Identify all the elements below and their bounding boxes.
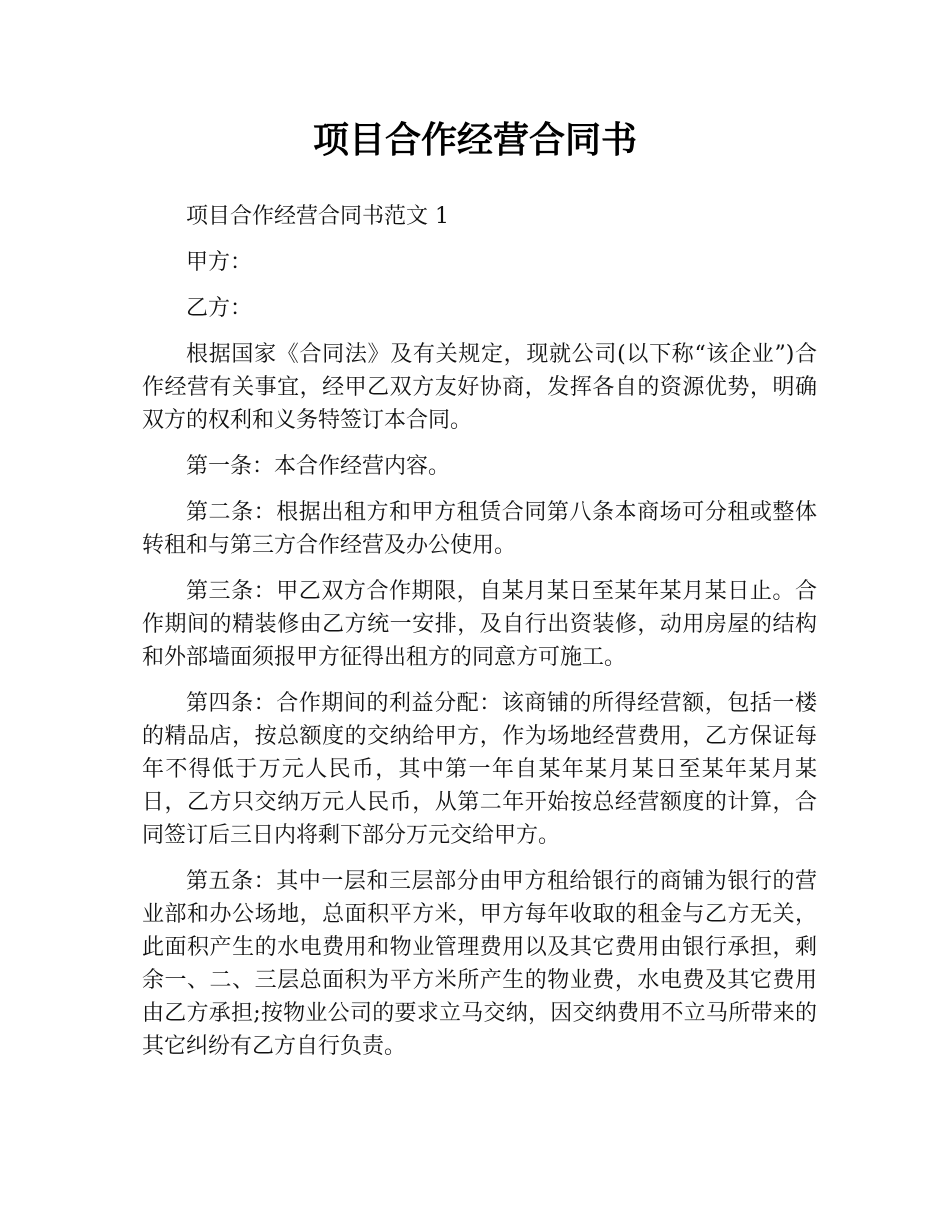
paragraph-article-5: 第五条：其中一层和三层部分由甲方租给银行的商铺为银行的营业部和办公场地，总面积平方米，甲方每年收取的租金与乙方无关，此面积产生的水电费用和物业管理费用以及其它费用由银行承担，剩余一、二、三层总面积为平方米所产生的物业费，水电费及其它费用由乙方承担;按物业公司的要求立马交纳，因交纳费用不立马所带来的其它纠纷有乙方自行负责。 [142,869,817,1059]
document-body [142,200,817,1076]
paragraph-article-4: 第四条：合作期间的利益分配：该商铺的所得经营额，包括一楼的精品店，按总额度的交纳给甲方，作为场地经营费用，乙方保证每年不得低于万元人民币，其中第一年自某年某月某日至某年某月某日，乙方只交纳万元人民币，从第二年开始按总经营额度的计算，合同签订后三日内将剩下部分万元交给甲方。 [142,691,817,848]
paragraph-party-a: 甲方： [186,250,253,275]
paragraph-article-3: 第三条：甲乙双方合作期限，自某月某日至某年某月某日止。合作期间的精装修由乙方统一安排，及自行出资装修，动用房屋的结构和外部墙面须报甲方征得出租方的同意方可施工。 [142,579,817,670]
paragraph-party-b: 乙方： [186,296,253,321]
paragraph-sample-heading: 项目合作经营合同书范文 1 [186,204,449,229]
document-title: 项目合作经营合同书 [312,120,637,161]
paragraph-article-2: 第二条：根据出租方和甲方租赁合同第八条本商场可分租或整体转租和与第三方合作经营及办公使用。 [142,500,817,558]
paragraph-preamble: 根据国家《合同法》及有关规定，现就公司(以下称“该企业”)合作经营有关事宜，经甲乙双方友好协商，发挥各自的资源优势，明确双方的权利和义务特签订本合同。 [142,342,817,433]
paragraph-article-1: 第一条：本合作经营内容。 [186,454,451,479]
